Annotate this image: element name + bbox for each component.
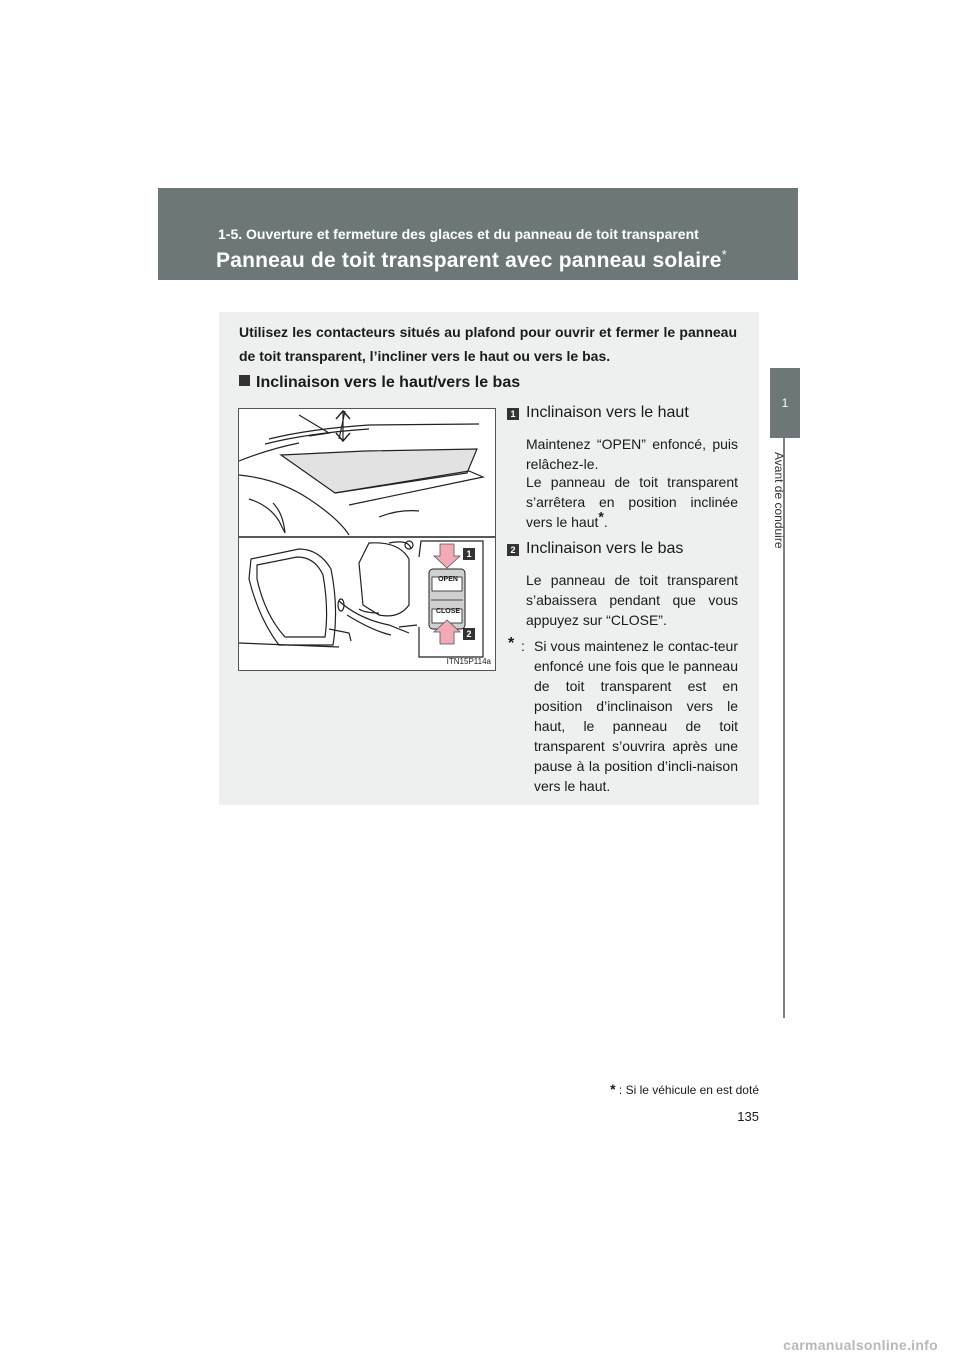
step-1-title: Inclinaison vers le haut	[526, 404, 689, 421]
step-1-number: 1	[507, 408, 519, 420]
step-2-number: 2	[507, 544, 519, 556]
switch-close-label: CLOSE	[435, 608, 461, 615]
asterisk-note	[508, 636, 738, 796]
chapter-tab: 1	[770, 368, 800, 438]
step-1-body-1: Maintenez “OPEN” enfoncé, puis relâchez-le.	[526, 436, 738, 472]
watermark-text: carmanualsonline.info	[783, 1337, 938, 1353]
intro-paragraph: Utilisez les contacteurs situés au plafond pour ouvrir et fermer le panneau de toit transparent, l’incliner vers le haut ou vers le bas.	[239, 324, 737, 364]
step-2-body: Le panneau de toit transparent s’abaissera pendant que vous appuyez sur “CLOSE”.	[526, 572, 738, 628]
step-1-body-2	[526, 472, 738, 532]
square-bullet-icon	[239, 375, 250, 386]
chapter-label-text: Avant de conduire	[772, 452, 786, 549]
page-number: 135	[737, 1109, 759, 1124]
watermark	[0, 1331, 960, 1358]
step-1-period: .	[603, 514, 608, 530]
step-1-body-2-text: Le panneau de toit transparent s’arrêtera en position inclinée vers le haut	[526, 474, 738, 530]
step-2-title: Inclinaison vers le bas	[526, 540, 684, 557]
footnote	[599, 1081, 759, 1097]
callout-1: 1	[463, 548, 475, 560]
page-header	[158, 188, 798, 280]
figure-code: ITN15P114a	[446, 657, 491, 666]
subheading-text: Inclinaison vers le haut/vers le bas	[256, 374, 521, 391]
callout-2: 2	[463, 628, 475, 640]
switch-open-label: OPEN	[438, 576, 458, 583]
note-asterisk: *	[508, 635, 515, 652]
page-title-text: Panneau de toit transparent avec panneau solaire	[216, 249, 722, 272]
title-asterisk: *	[721, 247, 727, 262]
section-title: 1-5. Ouverture et fermeture des glaces et du panneau de toit transparent	[218, 226, 699, 242]
footnote-text: : Si le véhicule en est doté	[618, 1083, 759, 1097]
sunroof-illustration	[238, 408, 496, 671]
sunroof-drawing	[239, 409, 495, 670]
subheading	[239, 374, 520, 392]
footnote-asterisk: *	[610, 1081, 616, 1097]
step-1-asterisk: *	[598, 508, 604, 525]
note-colon: :	[521, 638, 525, 654]
page-title	[216, 247, 727, 273]
note-text: Si vous maintenez le contac-teur enfoncé une fois que le panneau de toit transparent est en position d’inclinaison vers le haut, le panneau de toit transparent s’ouvrira après une pause à la position d’incli-naison vers le haut.	[534, 638, 738, 794]
